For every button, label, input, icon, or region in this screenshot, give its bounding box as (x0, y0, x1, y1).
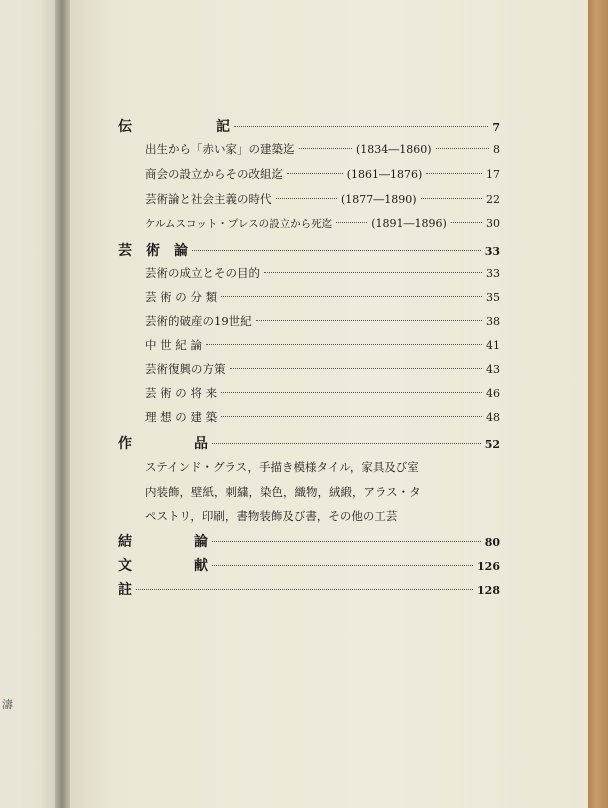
dot-leader (192, 250, 481, 251)
left-page (0, 0, 58, 808)
dot-leader (136, 589, 473, 590)
page-number: 7 (492, 121, 500, 134)
dot-leader (221, 416, 482, 417)
dot-leader (299, 148, 352, 149)
toc-heading-art-theory: 芸 術 論 33 (118, 243, 500, 259)
dot-leader (230, 368, 483, 369)
toc-entry: ケルムスコット・プレスの設立から死迄 (1891―1896) 30 (145, 217, 500, 230)
works-line: ペストリ，印刷，書物装飾及び書，その他の工芸 (145, 509, 398, 523)
works-line: 内装飾，壁紙，刺繍，染色，織物，絨緞，アラス・タ (145, 485, 421, 499)
dot-leader (256, 320, 482, 321)
dot-leader (276, 198, 337, 199)
toc-entry: 出生から「赤い家」の建築迄 (1834―1860) 8 (145, 142, 501, 156)
dot-leader (421, 198, 482, 199)
toc-entry: 芸術復興の方策 43 (145, 362, 500, 376)
dot-leader (451, 222, 482, 223)
dot-leader (221, 392, 482, 393)
dot-leader (287, 173, 343, 174)
toc-heading-works: 作 品 52 (118, 436, 500, 452)
toc-entry: 芸 術 の 分 類 35 (145, 290, 500, 304)
book-gutter (55, 0, 71, 808)
margin-mark: 濤 (2, 698, 13, 711)
dot-leader (264, 272, 482, 273)
dot-leader (336, 222, 367, 223)
toc-entry: 芸術的破産の19世紀 38 (145, 314, 500, 328)
toc-heading-conclusion: 結 論 80 (118, 534, 500, 550)
toc-entry: 商会の設立からその改組迄 (1861―1876) 17 (145, 167, 501, 181)
dot-leader (426, 173, 482, 174)
works-line: ステインド・グラス，手描き模様タイル，家具及び室 (145, 460, 419, 474)
toc-entry: 中 世 紀 論 41 (145, 338, 500, 352)
toc-entry: 芸術の成立とその目的 33 (145, 266, 500, 280)
dot-leader (212, 443, 481, 444)
toc-heading-biography: 伝 記 7 (118, 119, 500, 135)
toc-heading-bibliography: 文 献 126 (118, 558, 500, 574)
dot-leader (206, 344, 482, 345)
dot-leader (212, 565, 473, 566)
toc-heading-notes: 註 128 (118, 582, 500, 598)
dot-leader (234, 126, 488, 127)
book-edge (588, 0, 608, 808)
toc-entry: 理 想 の 建 築 48 (145, 410, 500, 424)
toc-entry: 芸術論と社会主義の時代 (1877―1890) 22 (145, 192, 501, 206)
dot-leader (221, 296, 482, 297)
dot-leader (212, 541, 481, 542)
toc-entry: 芸 術 の 将 来 46 (145, 386, 500, 400)
dot-leader (436, 148, 489, 149)
